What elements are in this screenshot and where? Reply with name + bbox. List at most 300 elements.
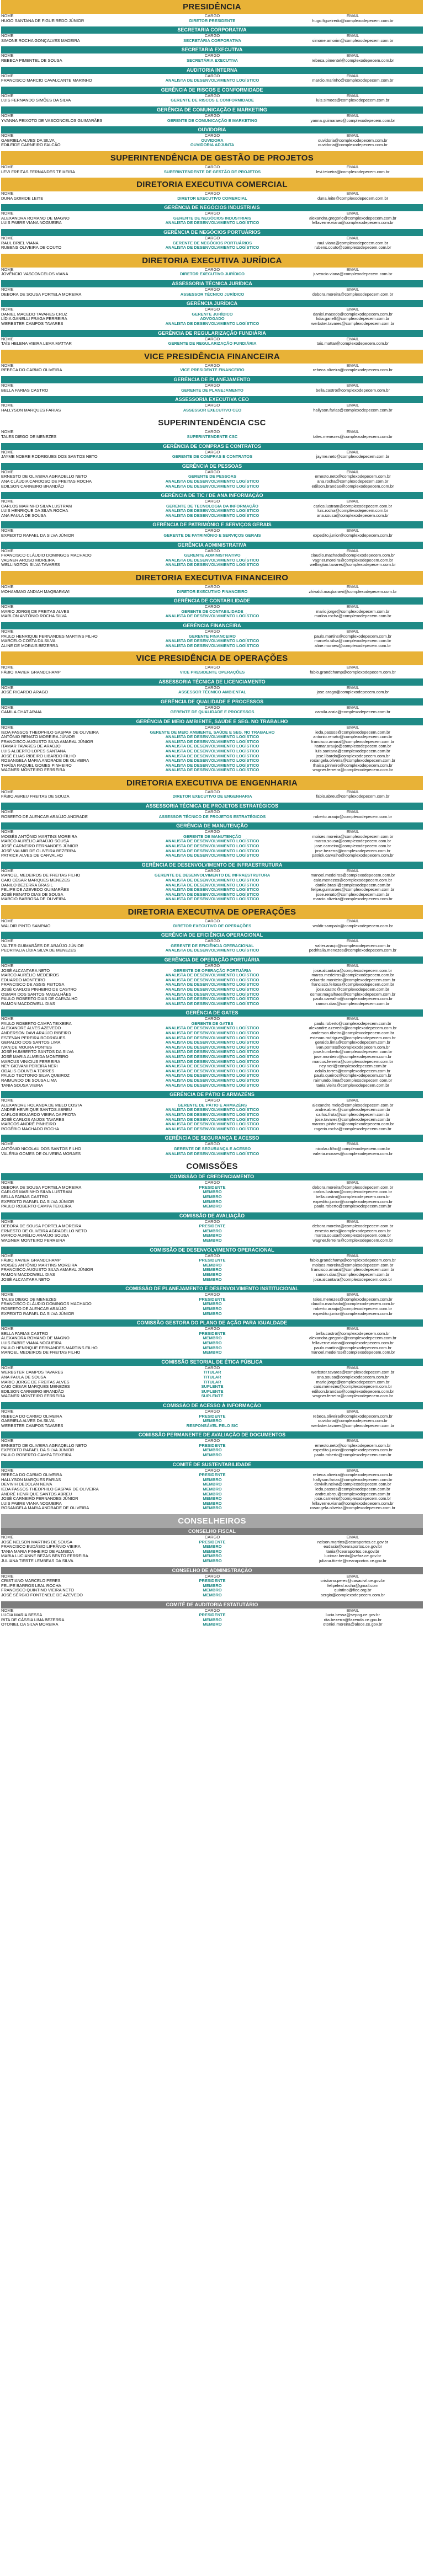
- staff-name: RAIMUNDO DE SOUSA LIMA: [1, 1078, 57, 1083]
- staff-email[interactable]: felipe.guimaraes@complexodepecem.com.br: [311, 887, 395, 892]
- header-email: EMAIL: [346, 1326, 359, 1332]
- staff-name: ROGÉRIO MACHADO ROCHA: [1, 1126, 60, 1131]
- staff-email[interactable]: quintino@fiec.org.br: [334, 1588, 372, 1593]
- staff-email[interactable]: werbster.tavares@complexodepecem.com.br: [311, 1370, 395, 1375]
- staff-email[interactable]: duna.leite@complexodepecem.com.br: [317, 195, 389, 201]
- staff-email[interactable]: ramon.dias@complexodepecem.com.br: [316, 1272, 390, 1278]
- header-name: NOME: [1, 584, 14, 590]
- staff-email[interactable]: marcio.oliveira@complexodepecem.com.br: [313, 896, 393, 902]
- staff-email[interactable]: nicolau.filho@complexodepecem.com.br: [315, 1146, 390, 1151]
- header-role: CARGO: [204, 1408, 220, 1414]
- section-title: SUPERINTENDÊNCIA CSC: [1, 416, 423, 430]
- staff-name: ALINE DE MORAIS BEZERRA: [1, 643, 59, 648]
- header-role: CARGO: [204, 1098, 220, 1103]
- staff-email[interactable]: bella.castro@complexodepecem.com.br: [316, 387, 390, 393]
- staff-email[interactable]: raul.viana@complexodepecem.com.br: [317, 240, 389, 245]
- staff-email[interactable]: jose.alcantara@complexodepecem.com.br: [313, 1276, 393, 1282]
- staff-row: [1, 1127, 423, 1132]
- section-subtitle: GERÊNCIA DE PESSOAS: [1, 463, 423, 470]
- staff-email[interactable]: rebeca.pimentel@complexodepecem.com.br: [311, 57, 394, 63]
- staff-role: ANALISTA DE DESENVOLVIMENTO LOGÍSTICO: [165, 1111, 259, 1117]
- staff-name: VAGNER AROSO MOREIRA: [1, 557, 55, 563]
- header-role: CARGO: [204, 449, 220, 455]
- staff-name: OSMAR DOS SANTOS MAGALHÃES: [1, 991, 72, 997]
- header-email: EMAIL: [346, 73, 359, 78]
- section-subtitle: GERÊNCIA DE QUALIDADE E PROCESSOS: [1, 698, 423, 706]
- staff-email[interactable]: jose.tavares@complexodepecem.com.br: [315, 1116, 390, 1122]
- staff-email[interactable]: jayme.neto@complexodepecem.com.br: [316, 454, 390, 459]
- staff-email[interactable]: juvencio.viana@complexodepecem.com.br: [313, 271, 393, 277]
- staff-email[interactable]: lucia.bessa@sepog.ce.gov.br: [326, 1612, 380, 1618]
- staff-email[interactable]: valter.araujo@complexodepecem.com.br: [315, 943, 391, 948]
- staff-email[interactable]: roberto.araujo@complexodepecem.com.br: [313, 814, 393, 819]
- staff-role: MEMBRO: [203, 1491, 222, 1497]
- staff-row: [1, 39, 423, 44]
- staff-role: MEMBRO: [203, 1276, 222, 1282]
- header-email: EMAIL: [346, 724, 359, 730]
- staff-email[interactable]: hallyson.farias@complexodepecem.com.br: [313, 407, 393, 413]
- staff-email[interactable]: geraldo.lima@complexodepecem.com.br: [315, 1040, 391, 1045]
- staff-email[interactable]: paulo.roberto@complexodepecem.com.br: [314, 1452, 391, 1458]
- staff-email[interactable]: jose.humberto@complexodepecem.com.br: [313, 1049, 393, 1055]
- staff-email[interactable]: camila.araia@complexodepecem.com.br: [315, 709, 390, 715]
- staff-email[interactable]: tania@cearaportos.ce.gov.br: [326, 1548, 379, 1554]
- staff-email[interactable]: fabio.abreu@complexodepecem.com.br: [316, 794, 390, 799]
- staff-email[interactable]: juliana.ttierte@cearaportos.ce.gov.br: [319, 1558, 387, 1563]
- org-section: [1, 597, 423, 619]
- staff-email[interactable]: felipeleal.rocha@gmail.com: [327, 1583, 379, 1588]
- header-role: CARGO: [204, 1326, 220, 1332]
- staff-email[interactable]: jose.alcantara@complexodepecem.com.br: [313, 968, 393, 973]
- staff-row: [1, 1350, 423, 1355]
- staff-email[interactable]: manoel.medeiros@complexodepecem.com.br: [310, 873, 395, 878]
- header-name: NOME: [1, 236, 14, 241]
- staff-email[interactable]: jose.arago@complexodepecem.com.br: [316, 690, 389, 695]
- staff-email[interactable]: estevan.rodrigues@complexodepecem.com.br: [310, 1035, 396, 1040]
- staff-row: [1, 853, 423, 858]
- staff-name: ERNESTO DE OLIVEIRA AGRADELLO NETO: [1, 1228, 87, 1233]
- header-role: CARGO: [204, 1253, 220, 1258]
- staff-email[interactable]: debora.moreira@complexodepecem.com.br: [312, 291, 394, 297]
- staff-email[interactable]: vagner.moreira@complexodepecem.com.br: [312, 557, 393, 563]
- section-title: PRESIDÊNCIA: [1, 0, 423, 14]
- staff-email[interactable]: tales.menezes@complexodepecem.com.br: [313, 1296, 393, 1302]
- staff-role: MEMBRO: [203, 1548, 222, 1554]
- staff-row: [1, 670, 423, 675]
- header-email: EMAIL: [346, 528, 359, 533]
- staff-name: GABRIELA ALVES DA SILVA: [1, 1418, 55, 1424]
- staff-email[interactable]: jose.libardo@complexodepecem.com.br: [316, 753, 390, 758]
- staff-email[interactable]: ana.sousa@complexodepecem.com.br: [316, 1374, 389, 1380]
- staff-email[interactable]: tales.menezes@complexodepecem.com.br: [313, 434, 393, 439]
- staff-email[interactable]: jose.carneiro@complexodepecem.com.br: [314, 1496, 391, 1501]
- header-role: CARGO: [204, 236, 220, 241]
- staff-email[interactable]: expedito.junior@complexodepecem.com.br: [312, 1199, 393, 1204]
- staff-email[interactable]: caio.menezes@complexodepecem.com.br: [314, 1384, 392, 1389]
- staff-email[interactable]: mario.jorge@complexodepecem.com.br: [316, 1379, 390, 1385]
- staff-email[interactable]: manoel.medeiros@complexodepecem.com.br: [310, 1350, 395, 1355]
- staff-email[interactable]: marco.sousa@complexodepecem.com.br: [314, 1233, 391, 1238]
- header-role: CARGO: [204, 1438, 220, 1444]
- staff-email[interactable]: wagner.ferreira@complexodepecem.com.br: [312, 767, 393, 773]
- staff-row: [1, 1559, 423, 1564]
- staff-email[interactable]: aline.moraes@complexodepecem.com.br: [314, 643, 391, 648]
- section-subtitle: COMISSÃO GESTORA DO PLANO DE AÇÃO PARA IGUALDADE: [1, 1319, 423, 1327]
- staff-role: DIRETOR PRESIDENTE: [189, 18, 236, 23]
- staff-role: MEMBRO: [203, 1558, 222, 1563]
- staff-email[interactable]: zhivaldi.maqbarawi@complexodepecem.com.br: [309, 589, 397, 594]
- staff-email[interactable]: marco.medeiros@complexodepecem.com.br: [311, 972, 394, 978]
- staff-email[interactable]: sergio@complexodepecem.com.br: [321, 1592, 385, 1597]
- staff-email[interactable]: paulo.queiroz@complexodepecem.com.br: [314, 1073, 392, 1078]
- staff-email[interactable]: jose.castro@complexodepecem.com.br: [316, 986, 389, 992]
- header-email: EMAIL: [346, 868, 359, 873]
- staff-email[interactable]: pedritalia.menezes@complexodepecem.com.br: [309, 948, 397, 953]
- staff-role: ANALISTA DE DESENVOLVIMENTO LOGÍSTICO: [165, 220, 259, 226]
- staff-role: ANALISTA DE DESENVOLVIMENTO LOGÍSTICO: [165, 1121, 259, 1127]
- org-section: [1, 1359, 423, 1399]
- staff-role: PRESIDENTE: [199, 1539, 226, 1544]
- org-section: [1, 492, 423, 518]
- header-email: EMAIL: [346, 704, 359, 710]
- header-email: EMAIL: [346, 164, 359, 169]
- header-email: EMAIL: [346, 469, 359, 474]
- staff-row: [1, 1424, 423, 1429]
- staff-email[interactable]: alexandra.gregorio@complexodepecem.com.br: [309, 1335, 397, 1341]
- staff-email[interactable]: wellington.tavares@complexodepecem.com.br: [310, 562, 396, 568]
- org-section: [1, 1009, 423, 1088]
- staff-email[interactable]: fabio.grandchamp@complexodepecem.com.br: [310, 1258, 396, 1263]
- staff-email[interactable]: rebeca.oliveira@complexodepecem.com.br: [312, 367, 393, 373]
- header-email: EMAIL: [346, 1253, 359, 1258]
- org-section: [1, 803, 423, 819]
- staff-name: WAGNER MONTEIRO FERREIRA: [1, 1238, 65, 1243]
- staff-name: OTONIEL DA SILVA MOREIRA: [1, 1622, 59, 1627]
- staff-email[interactable]: ana.rocha@complexodepecem.com.br: [317, 478, 389, 484]
- header-name: NOME: [1, 93, 14, 98]
- section-subtitle: AUDITORIA INTERNA: [1, 67, 423, 74]
- staff-name: PAULO ROBERTO CAMPA TEIXEIRA: [1, 1020, 72, 1026]
- staff-email[interactable]: debora.moreira@complexodepecem.com.br: [312, 1184, 394, 1190]
- staff-email[interactable]: bella.castro@complexodepecem.com.br: [316, 1330, 390, 1336]
- staff-role: SUPLENTE: [201, 1393, 224, 1399]
- staff-row: [1, 484, 423, 489]
- staff-name: LUIS HENRIQUE DA SILVA ROCHA: [1, 508, 68, 514]
- staff-email[interactable]: marcelo.silva@complexodepecem.com.br: [314, 638, 391, 644]
- staff-email[interactable]: roberto.araujo@complexodepecem.com.br: [313, 1306, 393, 1311]
- org-section: [1, 46, 423, 63]
- staff-email[interactable]: ouvidoria@complexodepecem.com.br: [317, 142, 388, 148]
- staff-role: DIRETOR EXECUTIVO DE OPERAÇÕES: [173, 923, 252, 928]
- staff-email[interactable]: claudio.machado@complexodepecem.com.br: [310, 1301, 395, 1307]
- staff-email[interactable]: ieda.passos@complexodepecem.com.br: [315, 1487, 390, 1492]
- staff-role: ANALISTA DE DESENVOLVIMENTO LOGÍSTICO: [165, 843, 259, 849]
- staff-email[interactable]: alexandre.azevedo@complexodepecem.com.br: [309, 1025, 397, 1031]
- staff-email[interactable]: ouvidoria@complexodepecem.com.br: [317, 1418, 388, 1424]
- staff-email[interactable]: edilson.brandao@complexodepecem.com.br: [311, 483, 394, 489]
- staff-role: MEMBRO: [203, 1622, 222, 1627]
- staff-email[interactable]: jose.monteiro@complexodepecem.com.br: [314, 1054, 392, 1060]
- staff-name: RITA DE CÁSSIA LIMA BEZERRA: [1, 1617, 65, 1622]
- staff-email[interactable]: carlos.frota@complexodepecem.com.br: [316, 1111, 390, 1117]
- staff-email[interactable]: yanna.guimaraes@complexodepecem.com.br: [310, 117, 395, 123]
- staff-name: WAGNER MONTEIRO FERREIRA: [1, 767, 65, 773]
- header-email: EMAIL: [346, 429, 359, 435]
- staff-email[interactable]: tais.mattar@complexodepecem.com.br: [316, 341, 389, 346]
- staff-email[interactable]: moises.moreira@complexodepecem.com.br: [312, 1262, 394, 1268]
- staff-name: ALEXANDRA ROMANO DE MAGNO: [1, 215, 70, 221]
- staff-email[interactable]: paulo.roberto@complexodepecem.com.br: [314, 1020, 391, 1026]
- staff-email[interactable]: carlos.lustram@complexodepecem.com.br: [313, 1189, 393, 1195]
- staff-email[interactable]: werbster.tavares@complexodepecem.com.br: [311, 1423, 395, 1428]
- header-role: CARGO: [204, 809, 220, 815]
- staff-email[interactable]: paulo.carvalho@complexodepecem.com.br: [312, 996, 393, 1002]
- header-email: EMAIL: [346, 33, 359, 39]
- staff-name: EDILEIDE CARNEIRO FALCÃO: [1, 142, 61, 148]
- staff-name: HALLYSON MARQUES FARIAS: [1, 1477, 61, 1482]
- staff-email[interactable]: fellaverne.viana@complexodepecem.com.br: [311, 1340, 394, 1345]
- staff-email[interactable]: francisco.feitosa@complexodepecem.com.br: [311, 982, 394, 987]
- staff-name: MARIO JORGE DE FREITAS ALVES: [1, 1379, 70, 1385]
- staff-email[interactable]: lidia.ganelli@complexodepecem.com.br: [316, 316, 390, 322]
- staff-email[interactable]: luis.simoes@complexodepecem.com.br: [316, 98, 390, 103]
- header-role: CARGO: [204, 584, 220, 590]
- staff-email[interactable]: claudio.machado@complexodepecem.com.br: [310, 553, 395, 558]
- staff-email[interactable]: francisco.amaral@complexodepecem.com.br: [311, 739, 395, 744]
- org-section: [1, 364, 423, 373]
- header-name: NOME: [1, 13, 14, 18]
- staff-email[interactable]: ernesto.neto@complexodepecem.com.br: [315, 1228, 391, 1233]
- staff-role: MEMBRO: [203, 1204, 222, 1209]
- staff-email[interactable]: alexandra.gregorio@complexodepecem.com.br: [309, 215, 397, 221]
- staff-role: DIRETOR EXECUTIVO COMERCIAL: [177, 195, 247, 201]
- staff-email[interactable]: raimundo.lima@complexodepecem.com.br: [313, 1078, 393, 1083]
- header-role: CARGO: [204, 307, 220, 312]
- staff-email[interactable]: marcos.pinheiro@complexodepecem.com.br: [311, 1121, 394, 1127]
- staff-role: ANALISTA DE DESENVOLVIMENTO LOGÍSTICO: [165, 767, 259, 773]
- staff-email[interactable]: paulo.martins@complexodepecem.com.br: [314, 633, 392, 639]
- staff-email[interactable]: anderson.ribeiro@complexodepecem.com.br: [311, 1030, 394, 1036]
- staff-email[interactable]: nelson.martins@cearaportos.ce.gov.br: [317, 1539, 389, 1544]
- staff-email[interactable]: rita.bezerra@fazenda.ce.gov.br: [324, 1617, 382, 1622]
- staff-email[interactable]: ernesto.neto@complexodepecem.com.br: [315, 1442, 391, 1448]
- staff-role: MEMBRO: [203, 1301, 222, 1307]
- staff-name: ROBERTO DE ALENCAR ARAÚJO: [1, 1306, 67, 1311]
- staff-email[interactable]: mario.jorge@complexodepecem.com.br: [316, 608, 390, 614]
- header-role: CARGO: [204, 704, 220, 710]
- staff-email[interactable]: bella.castro@complexodepecem.com.br: [316, 1194, 390, 1199]
- staff-email[interactable]: danilo.brasil@complexodepecem.com.br: [315, 882, 390, 888]
- staff-email[interactable]: luis.rocha@complexodepecem.com.br: [317, 508, 388, 514]
- staff-email[interactable]: jose.renato@complexodepecem.com.br: [316, 891, 390, 897]
- staff-row: [1, 58, 423, 63]
- staff-row: [1, 794, 423, 799]
- header-name: NOME: [1, 1326, 14, 1332]
- staff-email[interactable]: expedito.junior@complexodepecem.com.br: [312, 1311, 393, 1316]
- header-email: EMAIL: [346, 1180, 359, 1185]
- staff-email[interactable]: ana.sousa@complexodepecem.com.br: [316, 512, 389, 518]
- staff-email[interactable]: moises.moreira@complexodepecem.com.br: [312, 833, 394, 839]
- section-subtitle: GERÊNCIA DE SEGURANÇA E ACESSO: [1, 1135, 423, 1142]
- header-role: CARGO: [204, 133, 220, 138]
- staff-email[interactable]: eduardo.monteiro@complexodepecem.com.br: [310, 977, 396, 982]
- staff-email[interactable]: ernesto.neto@complexodepecem.com.br: [315, 474, 391, 479]
- org-section: [1, 1431, 423, 1457]
- staff-name: JOSÉ CARLOS PINHEIRO DE CASTRO: [1, 986, 77, 992]
- staff-email[interactable]: debora.moreira@complexodepecem.com.br: [312, 1223, 394, 1229]
- staff-name: FÁBIO ABREU FREITAS DE SOUZA: [1, 794, 70, 799]
- staff-email[interactable]: expedito.junior@complexodepecem.com.br: [312, 533, 393, 538]
- staff-email[interactable]: edilson.brandao@complexodepecem.com.br: [311, 1388, 394, 1394]
- staff-name: ANDRÉ HENRIQUE SANTOS ABREU: [1, 1491, 72, 1497]
- staff-role: PRESIDENTE: [199, 1223, 226, 1229]
- staff-email[interactable]: wagner.ferreira@complexodepecem.com.br: [312, 1393, 393, 1399]
- header-name: NOME: [1, 429, 14, 435]
- staff-email[interactable]: luis.santana@complexodepecem.com.br: [315, 748, 390, 753]
- header-email: EMAIL: [346, 1607, 359, 1613]
- section-title: DIRETORIA EXECUTIVA DE ENGENHARIA: [1, 776, 423, 790]
- staff-email[interactable]: rosangela.oliveira@complexodepecem.com.br: [310, 758, 396, 763]
- header-email: EMAIL: [346, 829, 359, 835]
- header-role: CARGO: [204, 164, 220, 169]
- section-title: DIRETORIA EXECUTIVA FINANCEIRO: [1, 571, 423, 585]
- staff-role: ANALISTA DE DESENVOLVIMENTO LOGÍSTICO: [165, 245, 259, 250]
- header-role: CARGO: [204, 1573, 220, 1579]
- staff-email[interactable]: andre.abreu@complexodepecem.com.br: [315, 1491, 391, 1497]
- staff-email[interactable]: simone.amorim@complexodepecem.com.br: [312, 38, 394, 43]
- staff-email[interactable]: werbster.tavares@complexodepecem.com.br: [311, 321, 395, 326]
- staff-email[interactable]: rosangela.oliveira@complexodepecem.com.br: [310, 1505, 396, 1511]
- header-email: EMAIL: [346, 336, 359, 341]
- staff-email[interactable]: ieda.passos@complexodepecem.com.br: [315, 729, 390, 735]
- staff-row: [1, 614, 423, 619]
- staff-row: [1, 1278, 423, 1282]
- staff-email[interactable]: ouvidoria@complexodepecem.com.br: [317, 137, 388, 143]
- staff-email[interactable]: paulo.roberto@complexodepecem.com.br: [314, 1204, 391, 1209]
- staff-email[interactable]: marco.sousa@complexodepecem.com.br: [314, 838, 391, 844]
- staff-role: ANALISTA DE DESENVOLVIMENTO LOGÍSTICO: [165, 1107, 259, 1113]
- staff-email[interactable]: expedito.junior@complexodepecem.com.br: [312, 1447, 393, 1453]
- header-name: NOME: [1, 53, 14, 58]
- staff-email[interactable]: ivan.pontes@complexodepecem.com.br: [316, 1044, 390, 1050]
- staff-email[interactable]: rebeca.oliveira@complexodepecem.com.br: [312, 1413, 393, 1419]
- org-section: [1, 191, 423, 201]
- staff-email[interactable]: waldir.sampaio@complexodepecem.com.br: [312, 923, 393, 928]
- staff-email[interactable]: rogerio.rocha@complexodepecem.com.br: [314, 1126, 391, 1131]
- staff-email[interactable]: marlon.rocha@complexodepecem.com.br: [314, 613, 391, 619]
- staff-email[interactable]: antonio.renato@complexodepecem.com.br: [313, 734, 393, 740]
- staff-email[interactable]: itamar.araujo@complexodepecem.com.br: [314, 744, 391, 749]
- staff-email[interactable]: ney.neri@complexodepecem.com.br: [319, 1063, 386, 1069]
- staff-email[interactable]: daniel.macedo@complexodepecem.com.br: [312, 311, 393, 317]
- staff-email[interactable]: caio.menezes@complexodepecem.com.br: [314, 878, 392, 883]
- staff-row: [1, 1453, 423, 1458]
- staff-name: YVANNA PEIXOTO DE VASCONCELOS GUIMARÃES: [1, 117, 103, 123]
- staff-role: GERENTE DE OPERAÇÃO PORTUÁRIA: [173, 968, 251, 973]
- org-section: [1, 542, 423, 568]
- staff-email[interactable]: hallyson.farias@complexodepecem.com.br: [313, 1477, 393, 1482]
- staff-email[interactable]: fellaverne.viana@complexodepecem.com.br: [311, 1500, 394, 1506]
- staff-name: EXPEDITO RAFAEL DA SILVA JÚNIOR: [1, 533, 75, 538]
- staff-email[interactable]: patrick.carvalho@complexodepecem.com.br: [311, 853, 394, 858]
- staff-name: EDILSON CARNEIRO BRANDÃO: [1, 483, 64, 489]
- staff-email[interactable]: rubens.couto@complexodepecem.com.br: [314, 245, 391, 250]
- section-subtitle: GERÊNCIA DE NEGÓCIOS PORTUÁRIOS: [1, 229, 423, 236]
- staff-email[interactable]: marcio.marinho@complexodepecem.com.br: [312, 78, 394, 83]
- staff-email[interactable]: andre.abreu@complexodepecem.com.br: [315, 1107, 391, 1113]
- staff-email[interactable]: francisco.amaral@complexodepecem.com.br: [311, 1267, 395, 1273]
- org-section: [1, 585, 423, 594]
- staff-name: FRANCISCO MARCIO CAVALCANTE MARINHO: [1, 78, 92, 83]
- staff-email[interactable]: rebeca.oliveira@complexodepecem.com.br: [312, 1472, 393, 1478]
- staff-email[interactable]: valeria.moraes@complexodepecem.com.br: [312, 1151, 393, 1156]
- staff-email[interactable]: odalis.torres@complexodepecem.com.br: [315, 1068, 391, 1073]
- staff-email[interactable]: tania.vieira@complexodepecem.com.br: [316, 1082, 389, 1088]
- header-email: EMAIL: [346, 133, 359, 138]
- staff-email[interactable]: carlos.lustram@complexodepecem.com.br: [313, 503, 393, 509]
- section-title: DIRETORIA EXECUTIVA COMERCIAL: [1, 178, 423, 191]
- staff-role: ANALISTA DE DESENVOLVIMENTO LOGÍSTICO: [165, 996, 259, 1002]
- staff-email[interactable]: devivih.neiva@complexodepecem.com.br: [314, 1482, 391, 1487]
- staff-email[interactable]: eudasio@cearaportos.ce.gov.br: [324, 1544, 382, 1549]
- header-name: NOME: [1, 362, 14, 368]
- staff-name: PAULO ROBERTO CAMPA TEIXEIRA: [1, 1452, 72, 1458]
- staff-role: MEMBRO: [203, 1350, 222, 1355]
- staff-email[interactable]: fabio.grandchamp@complexodepecem.com.br: [310, 669, 396, 675]
- header-role: CARGO: [204, 789, 220, 794]
- staff-role: ANALISTA DE DESENVOLVIMENTO LOGÍSTICO: [165, 887, 259, 892]
- staff-role: RESPONSÁVEL PELO SIC: [186, 1423, 239, 1428]
- staff-email[interactable]: ramon.dias@complexodepecem.com.br: [316, 1001, 390, 1006]
- staff-email[interactable]: cristiano.peres@casacivil.ce.gov.br: [320, 1578, 385, 1584]
- staff-role: SUPLENTE: [201, 1384, 224, 1389]
- staff-email[interactable]: marcus.ferreira@complexodepecem.com.br: [312, 1059, 393, 1064]
- staff-email[interactable]: fellaverne.viana@complexodepecem.com.br: [311, 220, 394, 226]
- staff-name: DEBORA DE SOUSA PORTELA MOREIRA: [1, 1184, 82, 1190]
- staff-name: FÁBIO XAVIER GRANDCHAMP: [1, 669, 61, 675]
- staff-role: MEMBRO: [203, 1592, 222, 1597]
- staff-email[interactable]: jose.carneiro@complexodepecem.com.br: [314, 843, 391, 849]
- section-subtitle: GERÊNCIA JURÍDICA: [1, 300, 423, 307]
- staff-name: DEBORA DE SOUSA PORTELA MOREIRA: [1, 1223, 82, 1229]
- staff-name: NEY GIOVANI PEREIRA NERI: [1, 1063, 58, 1069]
- staff-email[interactable]: wagner.ferreira@complexodepecem.com.br: [312, 1238, 393, 1243]
- section-subtitle: GERÊNCIA DE MANUTENÇÃO: [1, 822, 423, 830]
- header-role: CARGO: [204, 33, 220, 39]
- header-email: EMAIL: [346, 918, 359, 923]
- staff-email[interactable]: otoniel.moreira@alece.ce.gov.br: [323, 1622, 383, 1627]
- staff-email[interactable]: lucimar.bento@sefaz.ce.gov.br: [324, 1553, 381, 1559]
- staff-email[interactable]: levi.teixeira@complexodepecem.com.br: [316, 169, 390, 174]
- staff-email[interactable]: jose.bezerra@complexodepecem.com.br: [315, 848, 391, 853]
- staff-role: GERENTE DE DESENVOLVIMENTO DE INFRAESTRUTURA: [154, 873, 271, 878]
- staff-email[interactable]: alexandre.melo@complexodepecem.com.br: [312, 1102, 394, 1108]
- section-subtitle: CONSELHO DE ADMINISTRAÇÃO: [1, 1567, 423, 1574]
- staff-email[interactable]: thaisa.pinheiro@complexodepecem.com.br: [312, 762, 393, 768]
- header-role: CARGO: [204, 868, 220, 873]
- staff-email[interactable]: osmar.magalhaes@complexodepecem.com.br: [310, 991, 396, 997]
- staff-name: RAMON MACDOWELL DIAS: [1, 1001, 55, 1006]
- header-role: CARGO: [204, 724, 220, 730]
- header-email: EMAIL: [346, 449, 359, 455]
- staff-name: MOHAMMAD ANDIAH MAQBARAWI: [1, 589, 70, 594]
- staff-email[interactable]: paulo.martins@complexodepecem.com.br: [314, 1345, 392, 1350]
- staff-name: FELIPE BARROS LEAL ROCHA: [1, 1583, 61, 1588]
- staff-role: OUVIDORA: [201, 137, 224, 143]
- org-section: [1, 463, 423, 489]
- header-name: NOME: [1, 1535, 14, 1540]
- staff-email[interactable]: hugo.figueiredo@complexodepecem.com.br: [312, 18, 394, 23]
